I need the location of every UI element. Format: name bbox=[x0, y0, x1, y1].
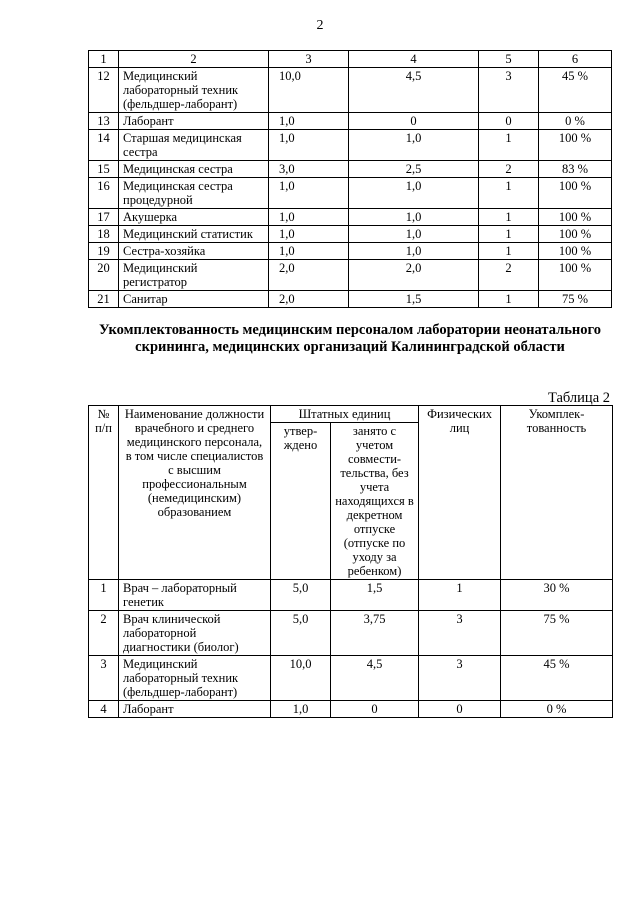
physical-persons: 3 bbox=[479, 68, 539, 113]
occupied-units: 0 bbox=[349, 113, 479, 130]
header-staff-units: Штатных единиц bbox=[271, 406, 419, 423]
row-number: 19 bbox=[89, 243, 119, 260]
table-row bbox=[89, 178, 612, 209]
table-row bbox=[89, 291, 612, 308]
table-row bbox=[89, 656, 613, 701]
approved-units: 1,0 bbox=[269, 209, 349, 226]
occupied-units: 1,5 bbox=[331, 580, 419, 611]
row-number: 18 bbox=[89, 226, 119, 243]
position-name: Медицинский статистик bbox=[119, 226, 269, 243]
table-row bbox=[89, 161, 612, 178]
occupied-units: 4,5 bbox=[349, 68, 479, 113]
physical-persons: 0 bbox=[479, 113, 539, 130]
physical-persons: 2 bbox=[479, 161, 539, 178]
position-name: Медицинский лабораторный техник (фельдшер-лаборант) bbox=[119, 656, 271, 701]
occupied-units: 1,0 bbox=[349, 209, 479, 226]
position-name: Лаборант bbox=[119, 113, 269, 130]
occupied-units: 4,5 bbox=[331, 656, 419, 701]
position-name: Медицинский регистратор bbox=[119, 260, 269, 291]
physical-persons: 3 bbox=[419, 611, 501, 656]
column-number: 4 bbox=[349, 51, 479, 68]
physical-persons: 3 bbox=[419, 656, 501, 701]
approved-units: 2,0 bbox=[269, 260, 349, 291]
occupied-units: 1,5 bbox=[349, 291, 479, 308]
approved-units: 1,0 bbox=[269, 178, 349, 209]
header-number: № п/п bbox=[89, 406, 119, 580]
approved-units: 3,0 bbox=[269, 161, 349, 178]
header-staffing-level: Укомплек-тованность bbox=[501, 406, 613, 580]
table-row bbox=[89, 580, 613, 611]
staffing-level: 100 % bbox=[539, 243, 612, 260]
position-name: Лаборант bbox=[119, 701, 271, 718]
physical-persons: 0 bbox=[419, 701, 501, 718]
row-number: 17 bbox=[89, 209, 119, 226]
staffing-level: 75 % bbox=[539, 291, 612, 308]
position-name: Акушерка bbox=[119, 209, 269, 226]
occupied-units: 2,0 bbox=[349, 260, 479, 291]
row-number: 14 bbox=[89, 130, 119, 161]
position-name: Медицинская сестра bbox=[119, 161, 269, 178]
approved-units: 1,0 bbox=[269, 130, 349, 161]
column-number: 1 bbox=[89, 51, 119, 68]
physical-persons: 1 bbox=[479, 178, 539, 209]
physical-persons: 1 bbox=[479, 291, 539, 308]
column-number: 2 bbox=[119, 51, 269, 68]
occupied-units: 2,5 bbox=[349, 161, 479, 178]
staffing-level: 75 % bbox=[501, 611, 613, 656]
occupied-units: 0 bbox=[331, 701, 419, 718]
occupied-units: 1,0 bbox=[349, 130, 479, 161]
row-number: 1 bbox=[89, 580, 119, 611]
approved-units: 1,0 bbox=[269, 113, 349, 130]
table-row bbox=[89, 226, 612, 243]
physical-persons: 2 bbox=[479, 260, 539, 291]
position-name: Медицинский лабораторный техник (фельдшер-лаборант) bbox=[119, 68, 269, 113]
staffing-level: 0 % bbox=[539, 113, 612, 130]
approved-units: 10,0 bbox=[271, 656, 331, 701]
table-row bbox=[89, 611, 613, 656]
occupied-units: 1,0 bbox=[349, 226, 479, 243]
staffing-level: 45 % bbox=[501, 656, 613, 701]
row-number: 15 bbox=[89, 161, 119, 178]
table-row bbox=[89, 260, 612, 291]
position-name: Санитар bbox=[119, 291, 269, 308]
table-row bbox=[89, 243, 612, 260]
physical-persons: 1 bbox=[479, 243, 539, 260]
table-row bbox=[89, 209, 612, 226]
occupied-units: 1,0 bbox=[349, 243, 479, 260]
approved-units: 1,0 bbox=[271, 701, 331, 718]
table-row bbox=[89, 701, 613, 718]
table-row bbox=[89, 130, 612, 161]
staffing-level: 100 % bbox=[539, 260, 612, 291]
physical-persons: 1 bbox=[479, 226, 539, 243]
staffing-level: 100 % bbox=[539, 178, 612, 209]
approved-units: 1,0 bbox=[269, 243, 349, 260]
approved-units: 2,0 bbox=[269, 291, 349, 308]
staffing-level: 0 % bbox=[501, 701, 613, 718]
row-number: 20 bbox=[89, 260, 119, 291]
staffing-level: 100 % bbox=[539, 130, 612, 161]
row-number: 21 bbox=[89, 291, 119, 308]
row-number: 12 bbox=[89, 68, 119, 113]
staffing-table-continued bbox=[88, 50, 612, 308]
table-header-row bbox=[89, 51, 612, 68]
laboratory-staffing-table bbox=[88, 405, 613, 718]
row-number: 16 bbox=[89, 178, 119, 209]
header-approved: утвер-ждено bbox=[271, 423, 331, 580]
row-number: 13 bbox=[89, 113, 119, 130]
column-number: 6 bbox=[539, 51, 612, 68]
approved-units: 1,0 bbox=[269, 226, 349, 243]
header-physical-persons: Физических лиц bbox=[419, 406, 501, 580]
staffing-level: 100 % bbox=[539, 209, 612, 226]
header-occupied: занято с учетом совмести-тельства, без учета находящихся в декретном отпуске (отпуске по уходу за ребенком) bbox=[331, 423, 419, 580]
occupied-units: 1,0 bbox=[349, 178, 479, 209]
page-number: 2 bbox=[316, 18, 324, 33]
occupied-units: 3,75 bbox=[331, 611, 419, 656]
approved-units: 5,0 bbox=[271, 611, 331, 656]
table-row bbox=[89, 113, 612, 130]
section-heading: Укомплектованность медицинским персоналом лаборатории неонатального скрининга, медицинских организаций Калининградской области bbox=[99, 322, 601, 355]
physical-persons: 1 bbox=[479, 130, 539, 161]
staffing-level: 30 % bbox=[501, 580, 613, 611]
position-name: Врач – лабораторный генетик bbox=[119, 580, 271, 611]
header-position-name: Наименование должности врачебного и среднего медицинского персонала, в том числе специалистов с высшим профессиональным (немедицинским) образованием bbox=[119, 406, 271, 580]
approved-units: 5,0 bbox=[271, 580, 331, 611]
position-name: Врач клинической лабораторной диагностики (биолог) bbox=[119, 611, 271, 656]
column-number: 5 bbox=[479, 51, 539, 68]
staffing-level: 100 % bbox=[539, 226, 612, 243]
row-number: 2 bbox=[89, 611, 119, 656]
physical-persons: 1 bbox=[419, 580, 501, 611]
position-name: Старшая медицинская сестра bbox=[119, 130, 269, 161]
table-row bbox=[89, 68, 612, 113]
physical-persons: 1 bbox=[479, 209, 539, 226]
table-label: Таблица 2 bbox=[547, 390, 610, 406]
row-number: 4 bbox=[89, 701, 119, 718]
position-name: Сестра-хозяйка bbox=[119, 243, 269, 260]
row-number: 3 bbox=[89, 656, 119, 701]
column-number: 3 bbox=[269, 51, 349, 68]
staffing-level: 83 % bbox=[539, 161, 612, 178]
staffing-level: 45 % bbox=[539, 68, 612, 113]
approved-units: 10,0 bbox=[269, 68, 349, 113]
position-name: Медицинская сестра процедурной bbox=[119, 178, 269, 209]
